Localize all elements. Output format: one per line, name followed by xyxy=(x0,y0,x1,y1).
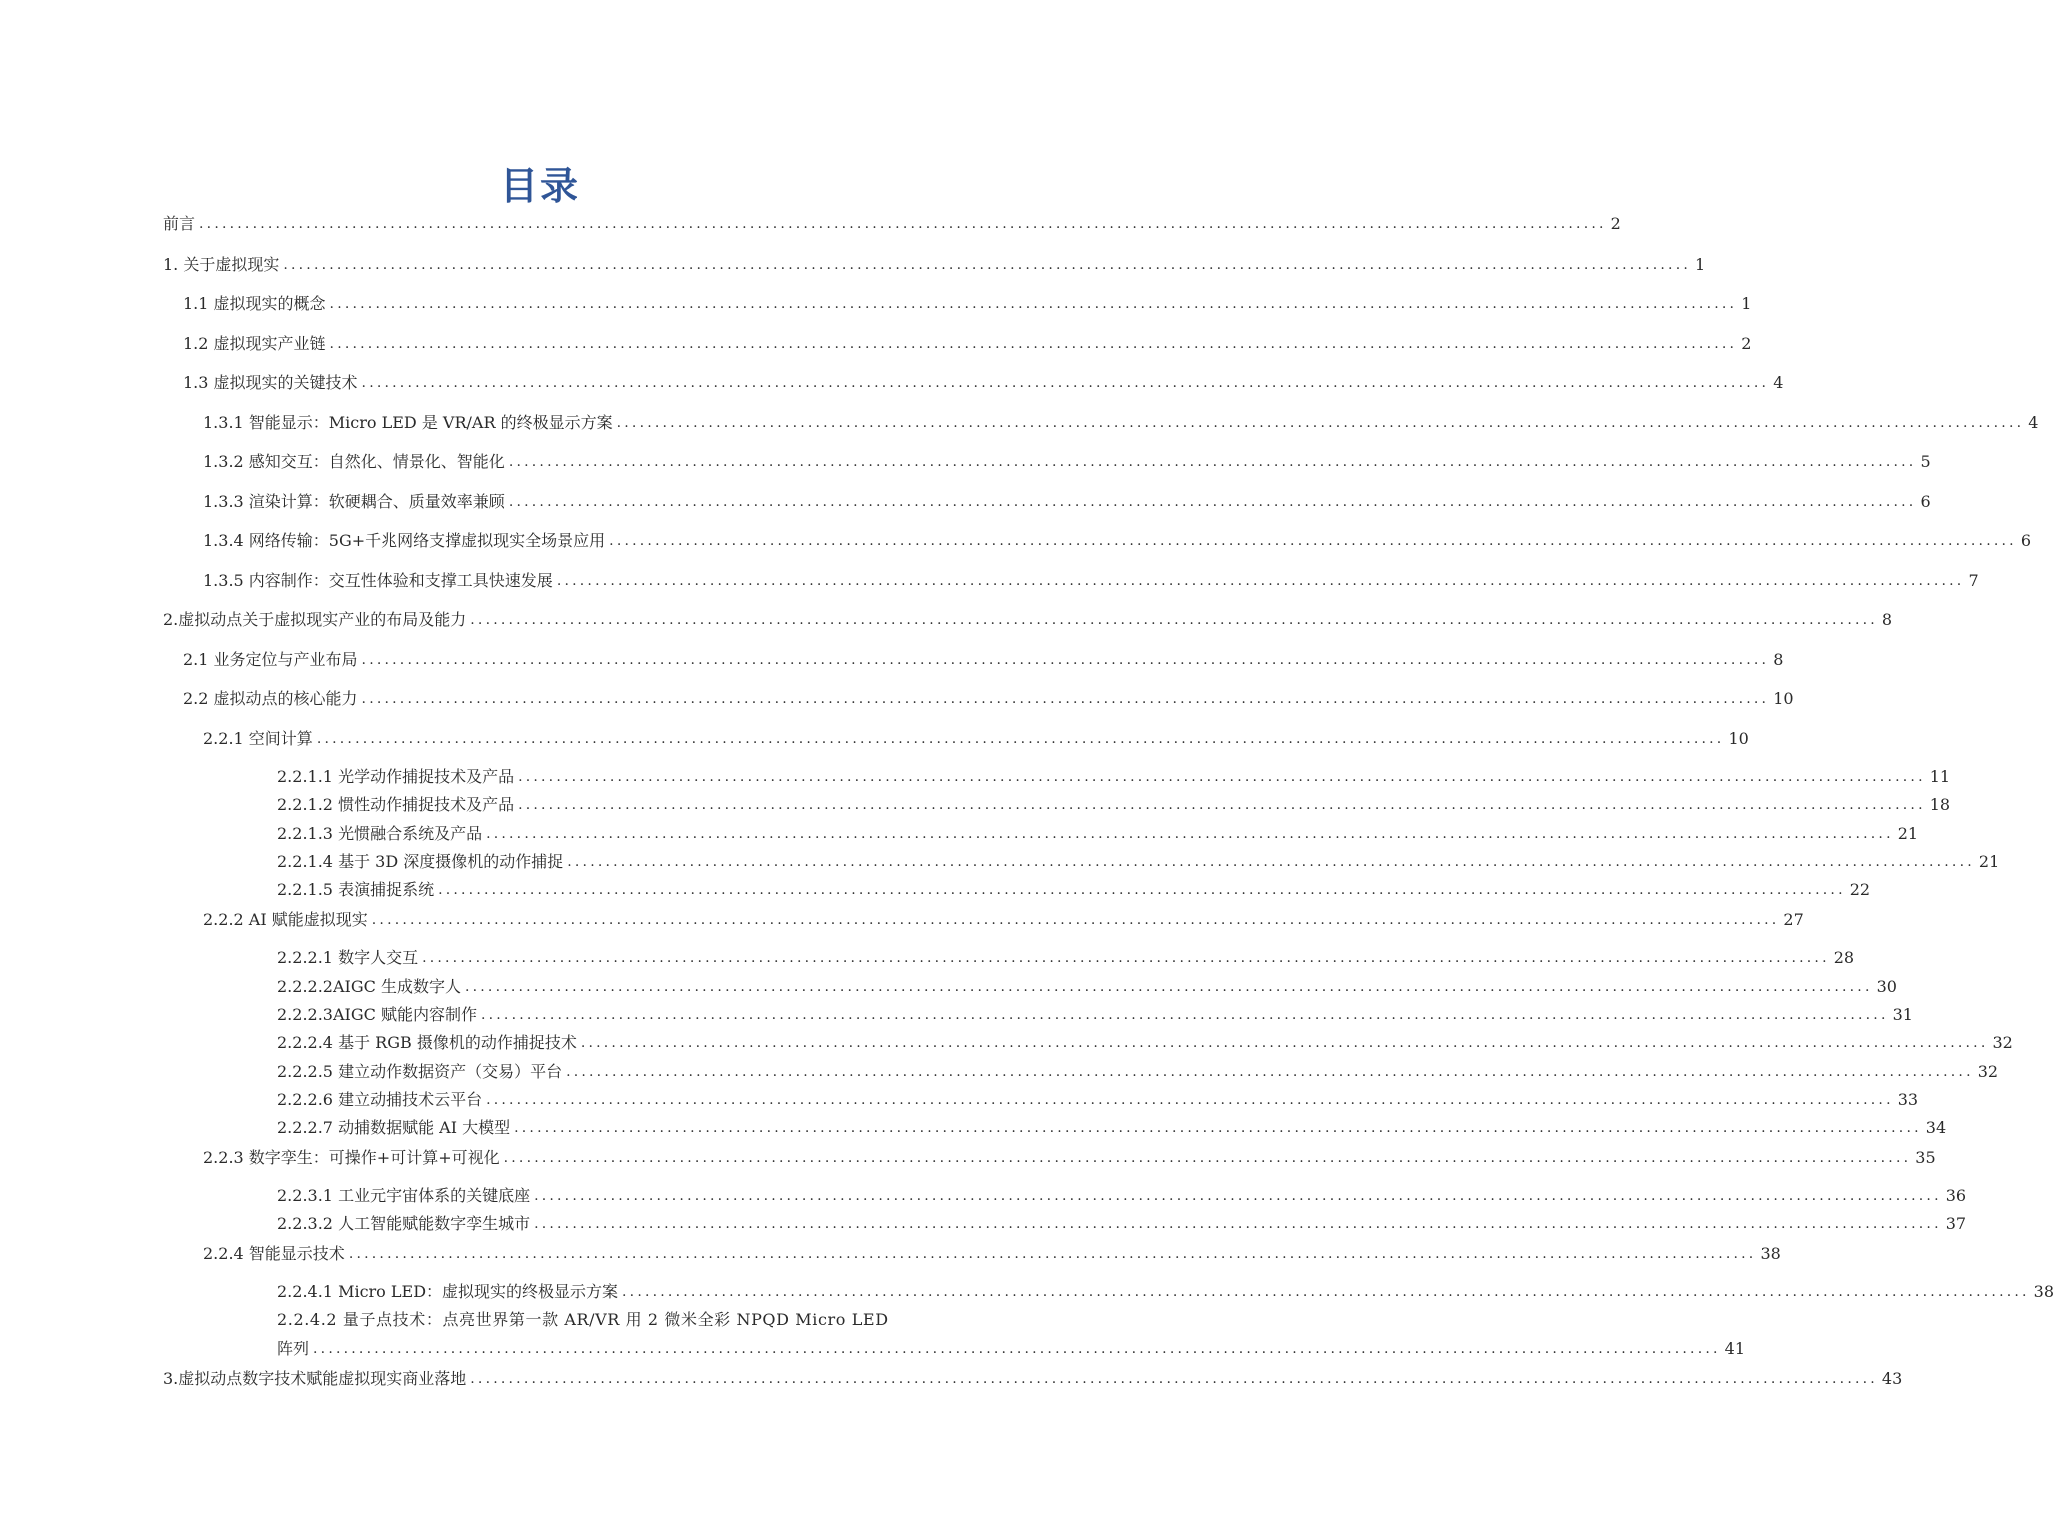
toc-entry[interactable] xyxy=(183,688,1794,710)
toc-entry-text: 2.2.2 AI 赋能虚拟现实 xyxy=(203,910,368,929)
toc-entry[interactable] xyxy=(277,794,1951,816)
toc-leader: ........................................................................................................................................................................................ xyxy=(199,216,1607,232)
toc-entry-text: 2.2.3 数字孪生：可操作+可计算+可视化 xyxy=(203,1148,500,1167)
toc-leader: ........................................................................................................................................................................................ xyxy=(480,1007,1889,1023)
toc-leader: ........................................................................................................................................................................................ xyxy=(371,912,1780,928)
toc-page-number: 6 xyxy=(2020,531,2031,550)
toc-leader: ........................................................................................................................................................................................ xyxy=(616,415,2025,431)
toc-page-number: 4 xyxy=(1773,373,1784,392)
toc-entry[interactable] xyxy=(277,851,2000,873)
toc-leader: ........................................................................................................................................................................................ xyxy=(609,533,2017,549)
toc-page-number: 4 xyxy=(2028,413,2039,432)
toc-page-number: 1 xyxy=(1695,255,1706,274)
toc-entry-text: 2.2.4 智能显示技术 xyxy=(203,1244,345,1263)
toc-entry-text: 1.3.5 内容制作：交互性体验和支撑工具快速发展 xyxy=(203,571,553,590)
toc-entry[interactable] xyxy=(277,1089,1919,1111)
toc-leader: ........................................................................................................................................................................................ xyxy=(361,691,1770,707)
toc-entry[interactable] xyxy=(277,1338,1746,1360)
toc-leader: ........................................................................................................................................................................................ xyxy=(316,731,1725,747)
toc-entry-text: 2.2 虚拟动点的核心能力 xyxy=(183,689,358,708)
toc-entry[interactable] xyxy=(277,1117,1947,1139)
toc-leader: ........................................................................................................................................................................................ xyxy=(567,854,1975,870)
toc-entry[interactable] xyxy=(277,1032,2013,1054)
toc-entry-text: 2.2.3.1 工业元宇宙体系的关键底座 xyxy=(277,1186,531,1205)
toc-page-number: 2 xyxy=(1741,334,1752,353)
toc-page-number: 30 xyxy=(1876,977,1897,996)
toc-leader: ........................................................................................................................................................................................ xyxy=(486,826,1894,842)
toc-entry-text: 2.2.1.2 惯性动作捕捉技术及产品 xyxy=(277,795,515,814)
toc-entry[interactable] xyxy=(163,1368,1903,1390)
toc-entry-text: 2.2.2.7 动捕数据赋能 AI 大模型 xyxy=(277,1118,511,1137)
toc-leader: ........................................................................................................................................................................................ xyxy=(518,797,1926,813)
toc-page-number: 37 xyxy=(1945,1214,1967,1233)
toc-entry[interactable] xyxy=(163,254,1706,276)
toc-page-number: 10 xyxy=(1728,729,1749,748)
toc-entry[interactable] xyxy=(277,823,1919,845)
toc-entry-text: 2.2.1.5 表演捕捉系统 xyxy=(277,880,435,899)
toc-entry-text: 2.2.4.1 Micro LED：虚拟现实的终极显示方案 xyxy=(277,1282,619,1301)
toc-leader: ........................................................................................................................................................................................ xyxy=(329,296,1738,312)
toc-entry[interactable] xyxy=(277,1281,2054,1303)
toc-page-number: 8 xyxy=(1881,610,1893,629)
toc-page-number: 32 xyxy=(1992,1033,2013,1052)
toc-page-number: 21 xyxy=(1978,852,2000,871)
toc-entry-text: 1.3 虚拟现实的关键技术 xyxy=(183,373,358,392)
toc-entry[interactable] xyxy=(203,451,1931,473)
toc-page-number: 22 xyxy=(1849,880,1871,899)
toc-page-number: 2 xyxy=(1610,214,1621,233)
toc-entry-text: 2.2.1 空间计算 xyxy=(203,729,313,748)
toc-entry[interactable] xyxy=(183,333,1752,355)
toc-entry-text: 2.2.2.2AIGC 生成数字人 xyxy=(277,977,461,996)
toc-entry[interactable] xyxy=(203,909,1804,931)
toc-page-number: 21 xyxy=(1897,824,1919,843)
toc-entry[interactable] xyxy=(277,1004,1913,1026)
toc-page-number: 31 xyxy=(1892,1005,1913,1024)
toc-leader: ........................................................................................................................................................................................ xyxy=(438,882,1846,898)
toc-page-number: 35 xyxy=(1915,1148,1936,1167)
toc-entry-text: 2.虚拟动点关于虚拟现实产业的布局及能力 xyxy=(163,610,467,629)
toc-leader: ........................................................................................................................................................................................ xyxy=(470,1371,1878,1387)
toc-page-number: 41 xyxy=(1724,1339,1746,1358)
toc-page-number: 8 xyxy=(1773,650,1784,669)
toc-page-number: 34 xyxy=(1925,1118,1947,1137)
toc-entry[interactable] xyxy=(277,1061,1999,1083)
toc-leader: ........................................................................................................................................................................................ xyxy=(464,979,1873,995)
toc-leader: ........................................................................................................................................................................................ xyxy=(503,1150,1912,1166)
toc-leader: ........................................................................................................................................................................................ xyxy=(361,375,1770,391)
toc-page-number: 11 xyxy=(1929,767,1951,786)
toc-page-number: 18 xyxy=(1929,795,1951,814)
toc-leader: ........................................................................................................................................................................................ xyxy=(514,1120,1922,1136)
toc-entry-text: 2.2.1.1 光学动作捕捉技术及产品 xyxy=(277,767,515,786)
toc-leader: ........................................................................................................................................................................................ xyxy=(422,950,1830,966)
toc-entry-text: 2.2.2.5 建立动作数据资产（交易）平台 xyxy=(277,1062,563,1081)
toc-entry-text: 2.2.2.3AIGC 赋能内容制作 xyxy=(277,1005,477,1024)
toc-entry-text: 1.3.1 智能显示：Micro LED 是 VR/AR 的终极显示方案 xyxy=(203,413,613,432)
toc-page-number: 6 xyxy=(1920,492,1931,511)
toc-page-number: 32 xyxy=(1977,1062,1999,1081)
toc-entry[interactable] xyxy=(277,1185,1967,1207)
toc-page-number: 33 xyxy=(1897,1090,1919,1109)
toc-leader: ........................................................................................................................................................................................ xyxy=(580,1035,1989,1051)
toc-entry-preface[interactable] xyxy=(163,213,1621,235)
toc-entry[interactable] xyxy=(183,649,1784,671)
toc-page-number: 38 xyxy=(1760,1244,1781,1263)
toc-leader: ........................................................................................................................................................................................ xyxy=(534,1188,1942,1204)
toc-entry[interactable] xyxy=(277,1213,1967,1235)
toc-leader: ........................................................................................................................................................................................ xyxy=(508,494,1917,510)
toc-entry[interactable] xyxy=(183,372,1784,394)
toc-entry[interactable] xyxy=(203,728,1749,750)
toc-entry-text: 前言 xyxy=(163,214,196,233)
toc-entry-text: 1.2 虚拟现实产业链 xyxy=(183,334,326,353)
toc-leader: ........................................................................................................................................................................................ xyxy=(348,1246,1757,1262)
toc-entry-text: 阵列 xyxy=(277,1339,310,1358)
toc-leader: ........................................................................................................................................................................................ xyxy=(313,1341,1721,1357)
toc-leader: ........................................................................................................................................................................................ xyxy=(283,257,1691,273)
toc-entry-text: 2.2.1.3 光惯融合系统及产品 xyxy=(277,824,483,843)
toc-leader: ........................................................................................................................................................................................ xyxy=(556,573,1965,589)
toc-page-number: 7 xyxy=(1968,571,1979,590)
toc-entry[interactable] xyxy=(183,293,1752,315)
toc-entry[interactable] xyxy=(203,412,2039,434)
toc-leader: ........................................................................................................................................................................................ xyxy=(534,1216,1942,1232)
toc-entry-text: 2.2.2.4 基于 RGB 摄像机的动作捕捉技术 xyxy=(277,1033,577,1052)
toc-leader: ........................................................................................................................................................................................ xyxy=(566,1064,1974,1080)
toc-entry[interactable] xyxy=(203,491,1931,513)
toc-entry-text: 2.2.2.6 建立动捕技术云平台 xyxy=(277,1090,483,1109)
toc-leader: ........................................................................................................................................................................................ xyxy=(518,769,1926,785)
toc-page-number: 5 xyxy=(1920,452,1931,471)
toc-entry-text: 1.1 虚拟现实的概念 xyxy=(183,294,326,313)
toc-entry[interactable] xyxy=(203,570,1979,592)
toc-leader: ........................................................................................................................................................................................ xyxy=(329,336,1738,352)
toc-page-number: 38 xyxy=(2033,1282,2054,1301)
toc-entry[interactable] xyxy=(277,947,1855,969)
toc-leader: ........................................................................................................................................................................................ xyxy=(361,652,1770,668)
toc-entry[interactable] xyxy=(277,976,1897,998)
toc-page-number: 36 xyxy=(1945,1186,1967,1205)
toc-leader: ........................................................................................................................................................................................ xyxy=(470,612,1878,628)
toc-leader: ........................................................................................................................................................................................ xyxy=(622,1284,2030,1300)
toc-entry[interactable] xyxy=(277,879,1871,901)
toc-entry-text-wrapped[interactable]: 2.2.4.2 量子点技术：点亮世界第一款 AR/VR 用 2 微米全彩 NPQD Micro LED xyxy=(277,1310,889,1329)
toc-page-number: 28 xyxy=(1833,948,1855,967)
toc-entry-text: 1.3.3 渲染计算：软硬耦合、质量效率兼顾 xyxy=(203,492,505,511)
toc-entry[interactable] xyxy=(203,1243,1781,1265)
toc-entry[interactable] xyxy=(277,766,1951,788)
toc-entry-text: 2.1 业务定位与产业布局 xyxy=(183,650,358,669)
toc-entry-text: 2.2.1.4 基于 3D 深度摄像机的动作捕捉 xyxy=(277,852,564,871)
toc-entry[interactable] xyxy=(203,530,2031,552)
toc-page-number: 1 xyxy=(1741,294,1752,313)
toc-entry-text: 1. 关于虚拟现实 xyxy=(163,255,280,274)
toc-page-number: 27 xyxy=(1783,910,1804,929)
toc-entry-text: 2.2.2.1 数字人交互 xyxy=(277,948,419,967)
toc-page-number: 43 xyxy=(1881,1369,1903,1388)
toc-entry-text: 3.虚拟动点数字技术赋能虚拟现实商业落地 xyxy=(163,1369,467,1388)
toc-entry[interactable] xyxy=(203,1147,1936,1169)
toc-page-number: 10 xyxy=(1773,689,1794,708)
toc-entry-text: 2.2.3.2 人工智能赋能数字孪生城市 xyxy=(277,1214,531,1233)
page-title: 目录 xyxy=(499,164,580,208)
toc-leader: ........................................................................................................................................................................................ xyxy=(508,454,1917,470)
toc-leader: ........................................................................................................................................................................................ xyxy=(486,1092,1894,1108)
toc-entry-text: 1.3.2 感知交互：自然化、情景化、智能化 xyxy=(203,452,505,471)
toc-entry-text: 1.3.4 网络传输：5G+千兆网络支撑虚拟现实全场景应用 xyxy=(203,531,606,550)
toc-entry[interactable] xyxy=(163,609,1893,631)
